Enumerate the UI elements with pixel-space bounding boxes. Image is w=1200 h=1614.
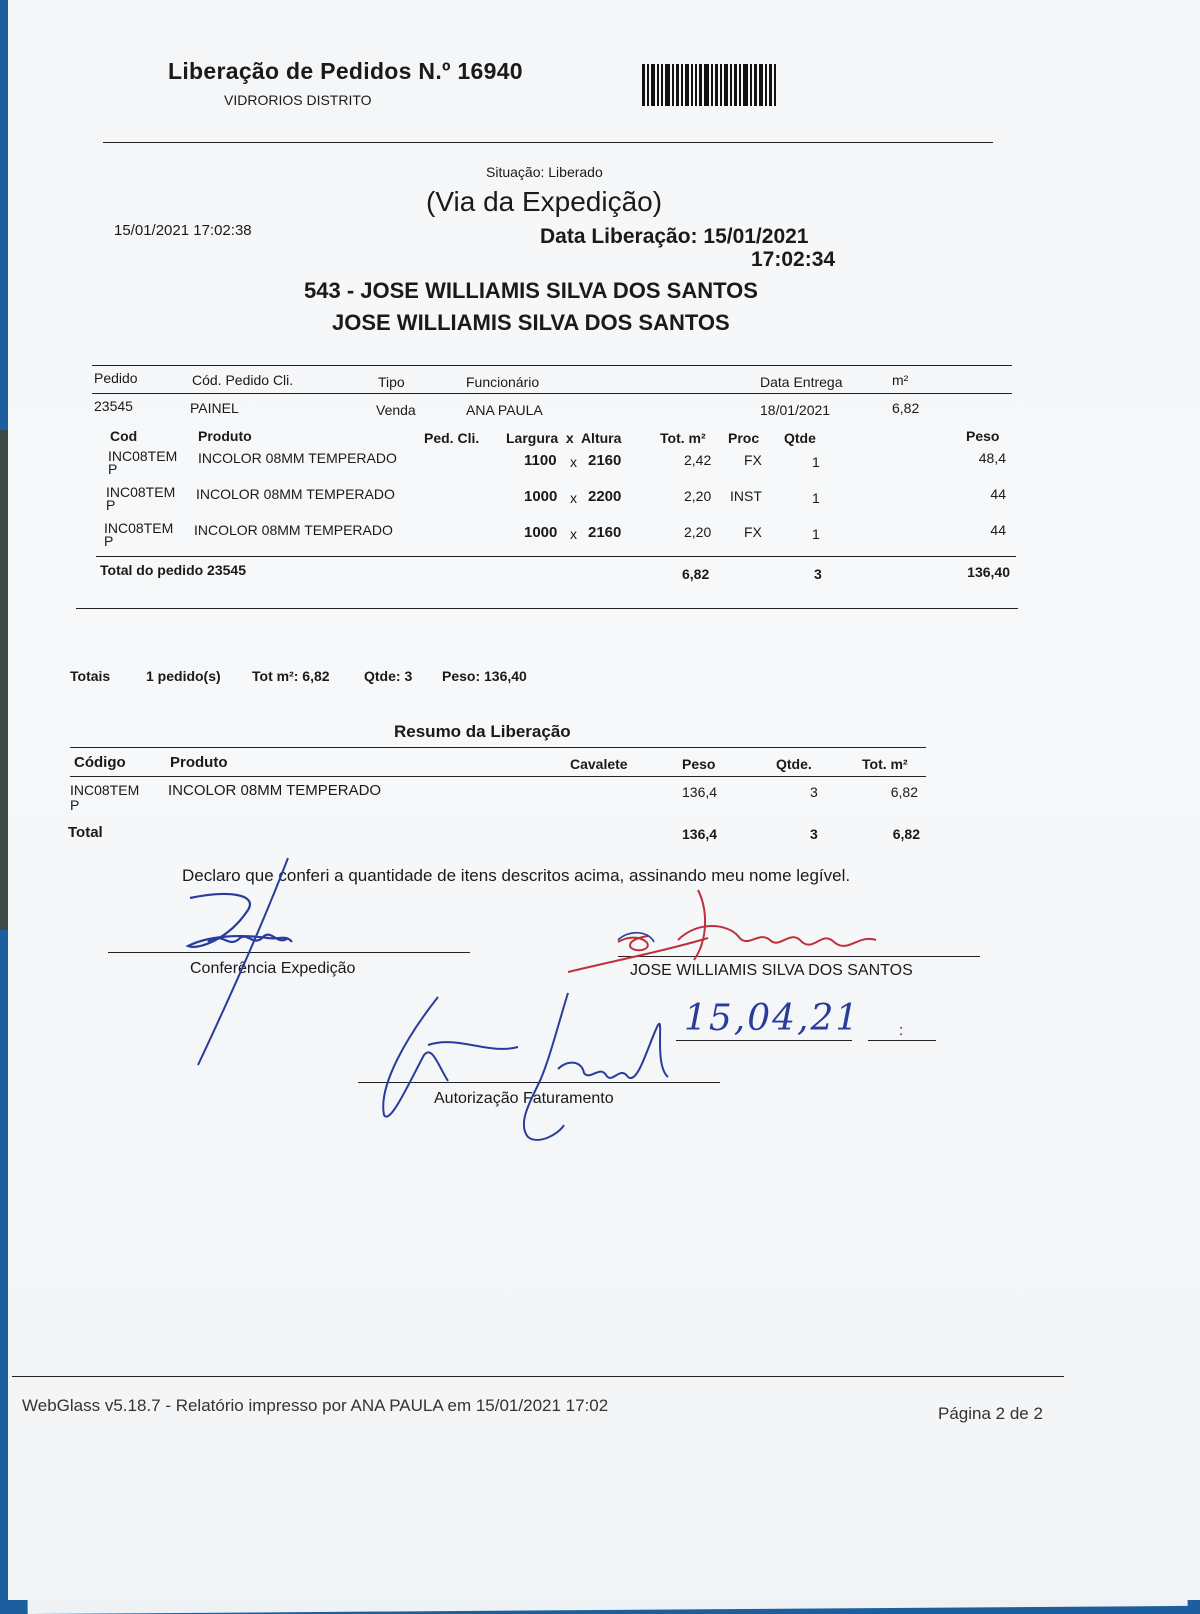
col-data-entrega: Data Entrega — [760, 374, 843, 390]
item-altura: 2200 — [588, 488, 622, 505]
totals-qtde: Qtde: 3 — [364, 668, 413, 684]
summary-col-qtde: Qtde. — [776, 756, 812, 772]
time-placeholder: : — [899, 1022, 904, 1039]
item-col-dims: Largura x Altura — [506, 430, 622, 446]
col-pedido: Pedido — [94, 370, 138, 386]
item-produto: INCOLOR 08MM TEMPERADO — [198, 450, 397, 466]
via-label: (Via da Expedição) — [426, 186, 663, 217]
summary-total-qtde: 3 — [810, 826, 818, 842]
item-cod-suffix: P — [106, 497, 116, 513]
order-total-peso: 136,40 — [967, 564, 1010, 580]
item-col-qtde: Qtde — [784, 430, 816, 446]
item-peso: 44 — [990, 486, 1006, 502]
release-date: Data Liberação: 15/01/2021 — [540, 225, 809, 248]
order-total-m2: 6,82 — [682, 566, 710, 582]
item-col-tot-m2: Tot. m² — [660, 430, 706, 446]
summary-col-codigo: Código — [74, 754, 126, 771]
order-total-line — [96, 556, 1016, 557]
order-section-divider — [76, 608, 1018, 609]
client-name: JOSE WILLIAMIS SILVA DOS SANTOS — [332, 310, 730, 335]
item-cod-suffix: P — [104, 533, 114, 549]
footer-printed-by: WebGlass v5.18.7 - Relatório impresso por ANA PAULA em 15/01/2021 17:02 — [22, 1396, 609, 1415]
release-time: 17:02:34 — [751, 248, 836, 271]
summary-tot-m2: 6,82 — [890, 784, 918, 800]
item-x: x — [570, 526, 577, 542]
item-cod-suffix: P — [108, 461, 118, 477]
col-cod-cli: Cód. Pedido Cli. — [192, 372, 294, 388]
summary-total-label: Total — [68, 824, 103, 841]
item-qtde: 1 — [812, 526, 820, 542]
item-altura: 2160 — [588, 452, 622, 469]
totals-m2: Tot m²: 6,82 — [252, 668, 330, 684]
handwritten-signature-client — [558, 880, 898, 990]
summary-col-peso: Peso — [682, 756, 716, 772]
situation-text: Situação: Liberado — [486, 164, 603, 180]
order-funcionario: ANA PAULA — [466, 402, 543, 418]
item-proc: FX — [744, 452, 762, 468]
barcode — [642, 64, 800, 106]
handwritten-signature-autorizacao — [368, 985, 678, 1160]
order-header-line — [92, 393, 1012, 394]
item-tot-m2: 2,20 — [684, 524, 712, 540]
item-cod: INC08TEM — [106, 484, 176, 500]
item-proc: INST — [730, 488, 762, 504]
summary-cod: INC08TEM — [70, 782, 140, 798]
item-peso: 48,4 — [978, 450, 1006, 466]
item-tot-m2: 2,42 — [684, 452, 712, 468]
item-proc: FX — [744, 524, 762, 540]
summary-title: Resumo da Liberação — [394, 722, 571, 741]
summary-qtde: 3 — [810, 784, 818, 800]
summary-cod-suffix: P — [70, 797, 80, 813]
handwritten-date: 15,04,21 — [684, 998, 861, 1039]
item-tot-m2: 2,20 — [684, 488, 712, 504]
item-col-ped-cli: Ped. Cli. — [424, 430, 480, 446]
company-name: VIDRORIOS DISTRITO — [224, 92, 372, 108]
item-col-peso: Peso — [966, 428, 1000, 444]
footer-line — [12, 1376, 1064, 1377]
declaration-text: Declaro que conferi a quantidade de itens descritos acima, assinando meu nome legível. — [182, 866, 851, 885]
order-total-qtde: 3 — [814, 566, 822, 582]
client-code-name: 543 - JOSE WILLIAMIS SILVA DOS SANTOS — [304, 278, 758, 303]
item-largura: 1000 — [524, 488, 558, 505]
document-title: Liberação de Pedidos N.º 16940 — [168, 58, 523, 84]
header-divider — [103, 142, 993, 143]
summary-header-line — [70, 776, 926, 777]
summary-top-line — [70, 747, 926, 748]
printed-datetime: 15/01/2021 17:02:38 — [114, 222, 252, 239]
col-m2: m² — [892, 372, 909, 388]
totals-orders: 1 pedido(s) — [146, 668, 221, 684]
item-peso: 44 — [990, 522, 1006, 538]
totals-peso: Peso: 136,40 — [442, 668, 527, 684]
totals-label: Totais — [70, 668, 111, 684]
summary-col-produto: Produto — [170, 754, 228, 771]
summary-col-tot-m2: Tot. m² — [862, 756, 908, 772]
date-line — [676, 1040, 852, 1041]
item-qtde: 1 — [812, 454, 820, 470]
signature-label-client: JOSE WILLIAMIS SILVA DOS SANTOS — [630, 962, 913, 979]
item-cod: INC08TEM — [104, 520, 174, 536]
item-qtde: 1 — [812, 490, 820, 506]
handwritten-signature-conferencia — [168, 850, 318, 1080]
summary-col-cavalete: Cavalete — [570, 756, 628, 772]
item-largura: 1100 — [524, 452, 557, 469]
item-produto: INCOLOR 08MM TEMPERADO — [196, 486, 395, 502]
document-page — [8, 0, 1200, 1600]
item-x: x — [570, 490, 577, 506]
item-largura: 1000 — [524, 524, 558, 541]
order-number: 23545 — [94, 398, 133, 414]
time-line — [868, 1040, 936, 1041]
item-x: x — [570, 454, 577, 470]
summary-peso: 136,4 — [682, 784, 718, 800]
item-altura: 2160 — [588, 524, 622, 541]
item-col-cod: Cod — [110, 428, 138, 444]
order-tipo: Venda — [376, 402, 416, 418]
order-cod-cli: PAINEL — [190, 400, 239, 416]
col-funcionario: Funcionário — [466, 374, 540, 390]
order-m2: 6,82 — [892, 400, 920, 416]
item-col-proc: Proc — [728, 430, 760, 446]
item-cod: INC08TEM — [108, 448, 178, 464]
summary-produto: INCOLOR 08MM TEMPERADO — [168, 782, 382, 799]
signature-label-conferencia: Conferência Expedição — [190, 960, 356, 977]
order-data-entrega: 18/01/2021 — [760, 402, 831, 418]
order-total-label: Total do pedido 23545 — [100, 562, 246, 578]
col-tipo: Tipo — [378, 374, 405, 390]
footer-page-number: Página 2 de 2 — [938, 1404, 1043, 1423]
summary-total-m2: 6,82 — [892, 826, 920, 842]
order-top-line — [92, 365, 1012, 366]
item-col-produto: Produto — [198, 428, 252, 444]
item-produto: INCOLOR 08MM TEMPERADO — [194, 522, 393, 538]
signature-label-autorizacao: Autorização Faturamento — [434, 1090, 614, 1107]
summary-total-peso: 136,4 — [682, 826, 718, 842]
